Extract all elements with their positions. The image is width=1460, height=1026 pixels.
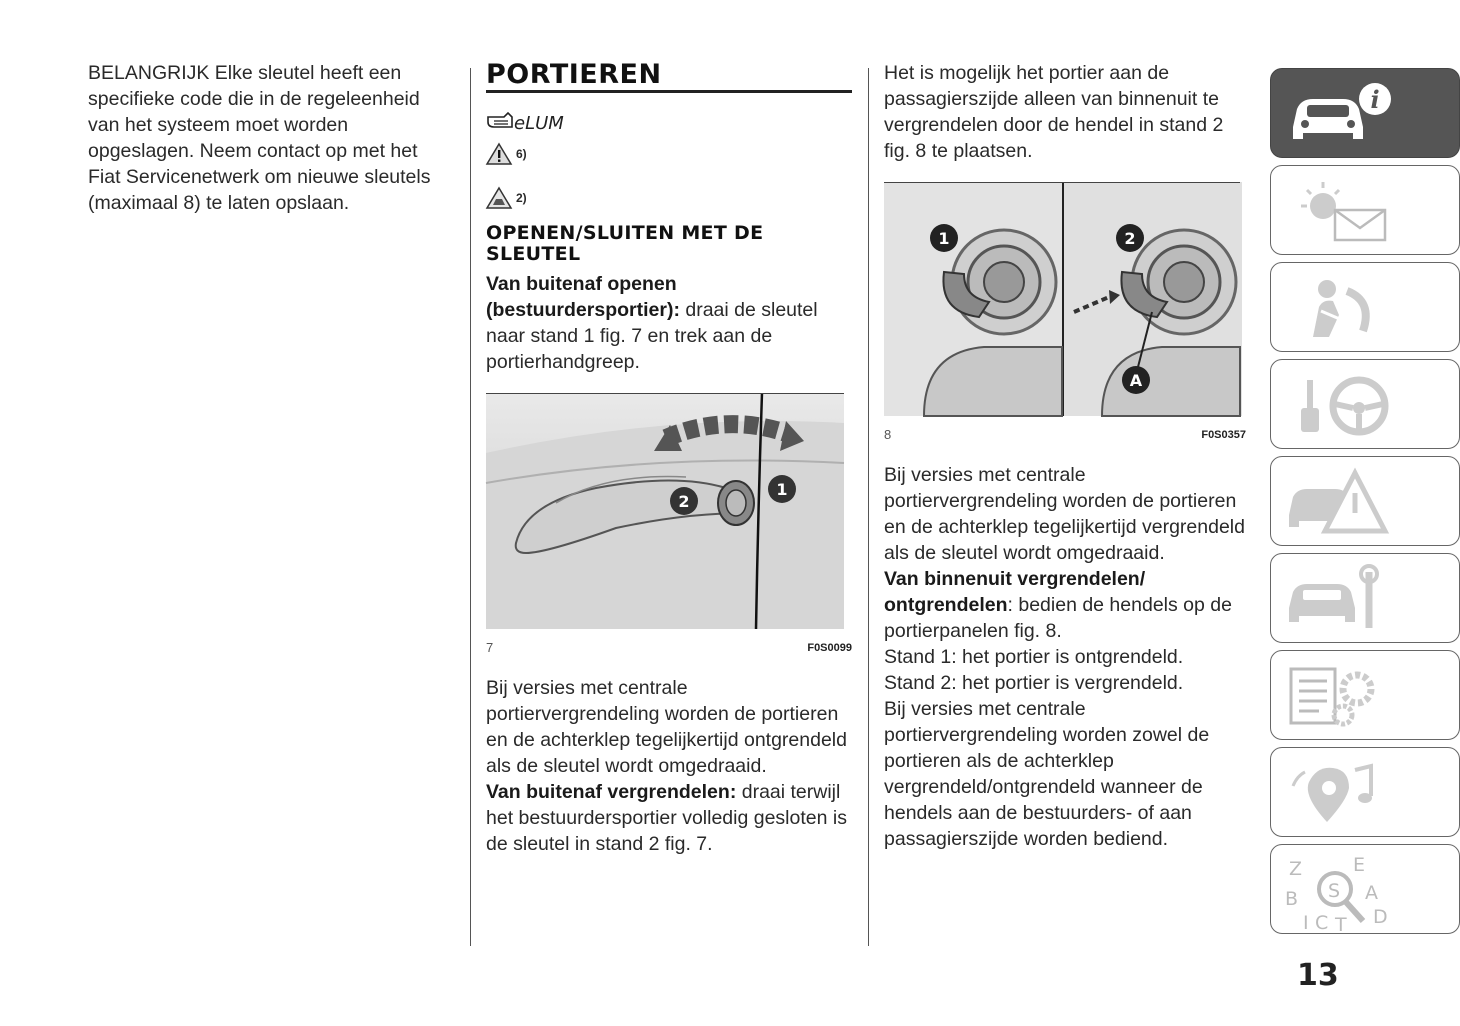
door-lever-illustration bbox=[884, 182, 1240, 416]
tab-starting-driving[interactable] bbox=[1270, 359, 1460, 449]
passenger-lock-paragraph: Het is mogelijk het portier aan de passagierszijde alleen van binnenuit te vergrendelen door de hendel in stand 2 fig. 8 te plaatsen. bbox=[884, 62, 1224, 162]
index-letter-i: I bbox=[1303, 912, 1309, 934]
outside-open-heading: Van buitenaf openen (bestuurdersportier): bbox=[486, 273, 680, 321]
central-locking-unlock-paragraph: Bij versies met centrale portiervergrendeling worden de portieren en de achterklep tegelijkertijd ontgrendeld als de sleutel wordt omgedraaid. bbox=[486, 677, 847, 777]
note-row bbox=[486, 183, 852, 213]
column-divider-2 bbox=[868, 68, 869, 946]
callout-1: 1 bbox=[938, 229, 950, 248]
page-number: 13 bbox=[1297, 958, 1339, 993]
hand-symbol-row bbox=[486, 105, 852, 135]
airbag-safety-icon bbox=[1283, 271, 1393, 343]
tab-index[interactable] bbox=[1270, 844, 1460, 934]
outside-lock-paragraph bbox=[486, 779, 852, 857]
tab-multimedia[interactable] bbox=[1270, 747, 1460, 837]
figure-code: F0S0357 bbox=[1201, 429, 1246, 441]
column-3 bbox=[884, 60, 1246, 852]
important-note-paragraph: BELANGRIJK Elke sleutel heeft een specifieke code die in de regeleenheid van het systeem moet worden opgeslagen. Neem contact op met het Fiat Servicenetwerk om nieuwe sleutels (maximaal 8) te laten opslaan. bbox=[88, 62, 431, 214]
warning-reference: 6) bbox=[516, 147, 527, 161]
figure-8-caption bbox=[884, 422, 1246, 448]
figure-code: F0S0099 bbox=[807, 642, 852, 654]
index-letter-s: S bbox=[1328, 880, 1341, 902]
inside-lock-heading: Van binnenuit vergrendelen/ ontgrendelen bbox=[884, 568, 1146, 616]
svg-text:i: i bbox=[1370, 85, 1380, 114]
warning-lights-message-icon bbox=[1283, 174, 1393, 246]
outside-open-paragraph bbox=[486, 271, 852, 375]
position-1-line: Stand 1: het portier is ontgrendeld. bbox=[884, 646, 1184, 668]
callout-1: 1 bbox=[776, 480, 788, 499]
multimedia-music-icon bbox=[1283, 756, 1393, 828]
svg-text:eLUM: eLUM bbox=[514, 113, 564, 134]
environment-note-icon bbox=[486, 186, 512, 210]
outside-lock-text: draai terwijl het bestuurdersportier volledig gesloten is de sleutel in stand 2 fig. 7. bbox=[486, 781, 847, 855]
tab-safety[interactable] bbox=[1270, 262, 1460, 352]
pointing-hand-elum-icon bbox=[486, 107, 564, 134]
position-2-line: Stand 2: het portier is vergrendeld. bbox=[884, 672, 1184, 694]
alphabetical-index-search-icon bbox=[1283, 853, 1403, 936]
door-handle-illustration bbox=[486, 393, 844, 629]
column-1 bbox=[88, 60, 453, 216]
warning-triangle-icon bbox=[486, 142, 512, 166]
outside-lock-heading: Van buitenaf vergrendelen: bbox=[486, 781, 737, 803]
car-info-icon bbox=[1283, 77, 1393, 149]
subsection-title: OPENEN/SLUITEN MET DE SLEUTEL bbox=[486, 222, 764, 265]
car-maintenance-wrench-icon bbox=[1283, 562, 1393, 634]
column-2 bbox=[486, 60, 852, 857]
section-title: PORTIEREN bbox=[486, 59, 662, 90]
figure-number: 8 bbox=[884, 427, 892, 442]
callout-2: 2 bbox=[1124, 229, 1136, 248]
tab-emergency[interactable] bbox=[1270, 456, 1460, 546]
central-locking-lock-paragraph: Bij versies met centrale portiervergrendeling worden de portieren en de achterklep tegelijkertijd vergrendeld als de sleutel wordt omgedraaid. bbox=[884, 464, 1245, 564]
tab-technical-data[interactable] bbox=[1270, 650, 1460, 740]
index-letter-e: E bbox=[1353, 854, 1366, 876]
note-reference: 2) bbox=[516, 191, 527, 205]
tab-car-info[interactable] bbox=[1270, 68, 1460, 158]
central-locking-both-paragraph: Bij versies met centrale portiervergrendeling worden zowel de portieren als de achterklep vergrendeld/ontgrendeld wanneer de hendels aan de bestuurders- of aan passagierszijde worden bediend. bbox=[884, 698, 1210, 850]
figure-8-door-levers bbox=[884, 182, 1240, 416]
index-letter-b: B bbox=[1285, 888, 1299, 910]
index-letter-c: C bbox=[1315, 912, 1329, 934]
inside-lock-text: : bedien de hendels op de portierpanelen fig. 8. bbox=[884, 594, 1232, 642]
inside-lock-paragraph bbox=[884, 566, 1246, 644]
tab-maintenance[interactable] bbox=[1270, 553, 1460, 643]
column-divider-1 bbox=[470, 68, 471, 946]
figure-number: 7 bbox=[486, 640, 494, 655]
index-letter-a: A bbox=[1365, 882, 1378, 904]
figure-7-door-handle bbox=[486, 393, 844, 629]
outside-open-text: draai de sleutel naar stand 1 fig. 7 en trek aan de portierhandgreep. bbox=[486, 299, 818, 373]
title-rule bbox=[486, 90, 852, 93]
index-letter-d: D bbox=[1373, 906, 1388, 928]
tab-warning-lights-messages[interactable] bbox=[1270, 165, 1460, 255]
car-emergency-triangle-icon bbox=[1283, 465, 1393, 537]
callout-a: A bbox=[1129, 371, 1143, 390]
index-letter-t: T bbox=[1335, 914, 1347, 936]
key-steering-wheel-icon bbox=[1283, 368, 1393, 440]
figure-7-caption bbox=[486, 635, 852, 661]
index-letter-z: Z bbox=[1289, 858, 1303, 880]
technical-data-gear-icon bbox=[1283, 659, 1393, 731]
callout-2: 2 bbox=[678, 492, 690, 511]
warning-row bbox=[486, 139, 852, 169]
